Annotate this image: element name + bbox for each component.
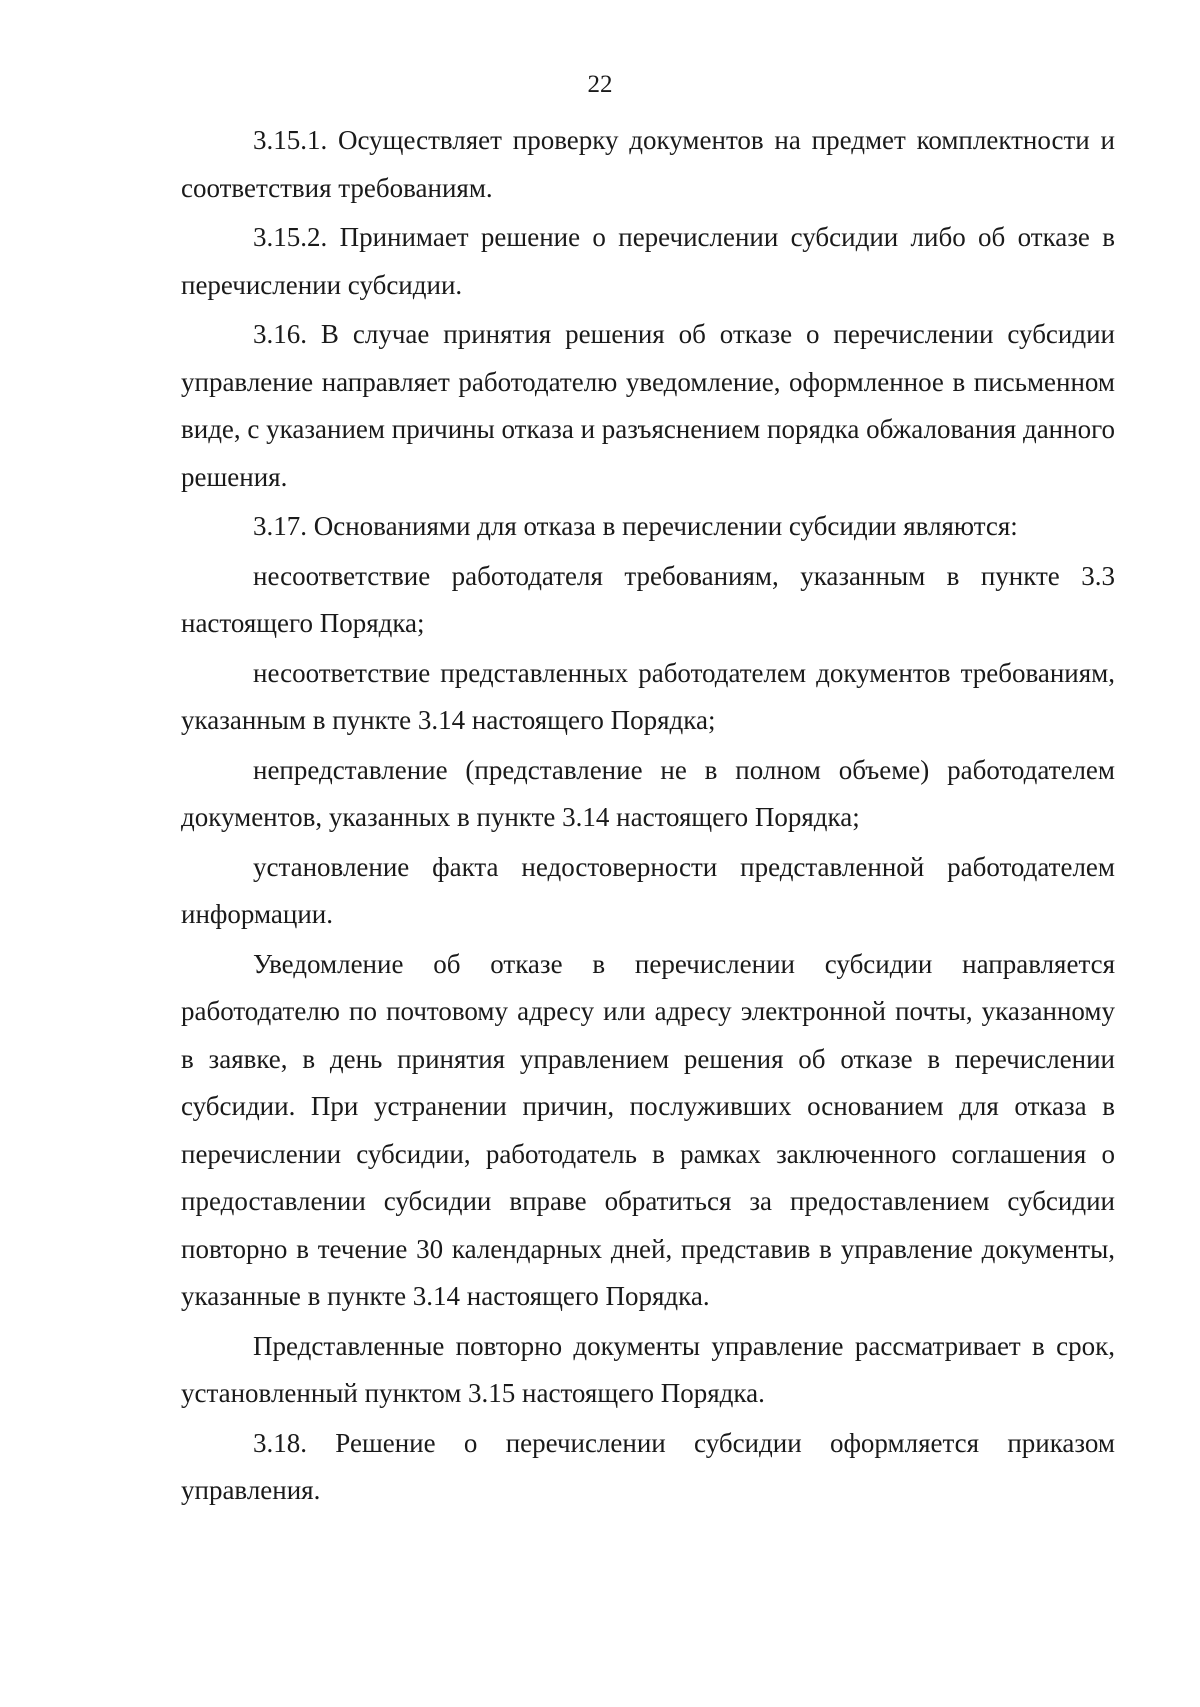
paragraph-3-18: 3.18. Решение о перечислении субсидии оформляется приказом управления. (181, 1427, 1115, 1505)
paragraph-3-16: 3.16. В случае принятия решения об отказе о перечислении субсидии управление направляет работодателю уведомление, оформленное в письменном виде, с указанием причины отказа и разъяснением порядка обжалования данного решения. (181, 319, 1115, 492)
paragraph-3-15-1: 3.15.1. Осуществляет проверку документов на предмет комплектности и соответствия требованиям. (181, 125, 1115, 203)
list-item-requirements-mismatch: несоответствие работодателя требованиям, указанным в пункте 3.3 настоящего Порядка; (181, 560, 1115, 638)
paragraph-refusal-notice: Уведомление об отказе в перечислении субсидии направляется работодателю по почтовому адресу или адресу электронной почты, указанному в заявке, в день принятия управлением решения об отказе в перечислении субсидии. При устранении причин, послуживших основанием для отказа в перечислении субсидии, работодатель в рамках заключенного соглашения о предоставлении субсидии вправе обратиться за предоставлением субсидии повторно в течение 30 календарных дней, представив в управление документы, указанные в пункте 3.14 настоящего Порядка. (181, 948, 1115, 1311)
list-item-documents-missing: непредставление (представление не в полном объеме) работодателем документов, указанных в пункте 3.14 настоящего Порядка; (181, 754, 1115, 832)
list-item-false-information: установление факта недостоверности представленной работодателем информации. (181, 851, 1115, 929)
page-number: 22 (587, 71, 613, 98)
paragraph-3-15-2: 3.15.2. Принимает решение о перечислении субсидии либо об отказе в перечислении субсидии. (181, 222, 1115, 300)
document-body (181, 117, 1115, 1517)
paragraph-resubmission-review: Представленные повторно документы управление рассматривает в срок, установленный пунктом 3.15 настоящего Порядка. (181, 1330, 1115, 1408)
list-item-documents-mismatch: несоответствие представленных работодателем документов требованиям, указанным в пункте 3.14 настоящего Порядка; (181, 657, 1115, 735)
paragraph-3-17: 3.17. Основаниями для отказа в перечислении субсидии являются: (253, 511, 1018, 541)
